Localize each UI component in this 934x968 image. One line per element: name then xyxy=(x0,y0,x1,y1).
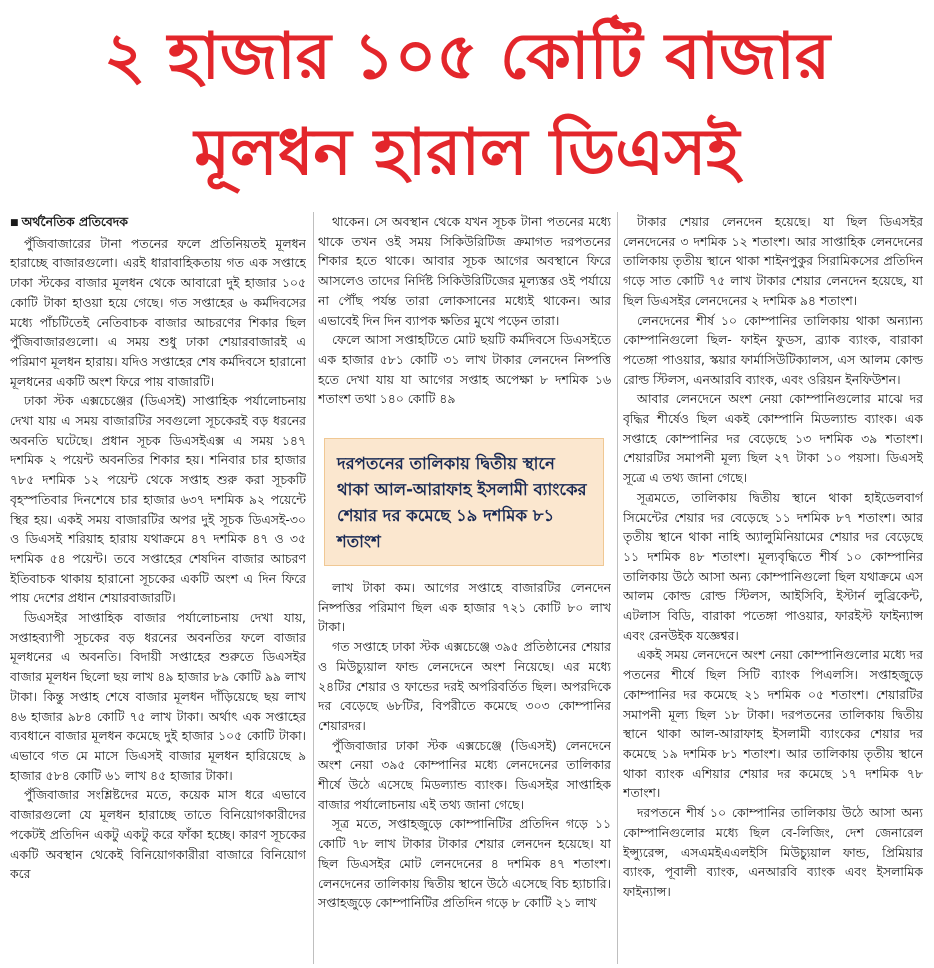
pull-quote: দরপতনের তালিকায় দ্বিতীয় স্থানে থাকা আল-আরাফাহ ইসলামী ব্যাংকের শেয়ার দর কমেছে ১৯ দশমিক ৮১ শতাংশ xyxy=(324,438,604,566)
paragraph: পুঁজিবাজার সংশ্লিষ্টদের মতে, কয়েক মাস ধরে এভাবে বাজারগুলো যে মূলধন হারাচ্ছে তাতে বিনিয়োগকারীদের পকেটই প্রতিদিন একটু একটু করে ফাঁকা হচ্ছে। কারণ সূচকের একটি অবস্থান থেকেই বিনিয়োগকারীরা বাজারে বিনিয়োগ করে xyxy=(10,787,306,882)
paragraph: দরপতনে শীর্ষ ১০ কোম্পানির তালিকায় উঠে আসা অন্য কোম্পানিগুলোর মধ্যে ছিল বে-লিজিং, দেশ জেনারেল ইন্স্যুরেন্স, এসএমইএএলইসি মিউচ্যুয়াল ফান্ড, প্রিমিয়ার ব্যাংক, পূবালী ব্যাংক, এনআরবি ব্যাংক এবং ইসলামিক ফাইন্যান্স। xyxy=(623,805,923,899)
article-column-2-bottom xyxy=(318,578,611,964)
column-divider xyxy=(313,212,314,964)
column-divider xyxy=(617,212,618,964)
paragraph: থাকেন। সে অবস্থান থেকে যখন সূচক টানা পতনের মধ্যে থাকে তখন ওই সময় সিকিউরিটিজ ক্রমাগত দরপতনের শিকার হতে থাকে। আবার সূচক আগের অবস্থানে ফিরে আসলেও তাদের নির্দিষ্ট সিকিউরিটিজের মূল্যস্তর ওই পর্যায়ে না পৌঁছ পর্যন্ত তারা লোকসানের মধ্যেই থাকেন। আর এভাবেই দিন দিন ব্যাপক ক্ষতির মুখে পড়েন তারা। xyxy=(318,214,611,328)
paragraph: সূত্র মতে, সপ্তাহজুড়ে কোম্পানিটির প্রতিদিন গড়ে ১১ কোটি ৭৮ লাখ টাকার টাকার শেয়ার লেনদেন হয়েছে। যা ছিল ডিএসইর মোট লেনদেনের ৪ দশমিক ৪৭ শতাংশ। লেনদেনের তালিকায় দ্বিতীয় স্থানে উঠে এসেছে বিচ হ্যাচারি। সপ্তাহজুড়ে কোম্পানিটির প্রতিদিন গড়ে ৮ কোটি ২১ লাখ xyxy=(318,816,611,911)
article-column-1 xyxy=(10,212,306,964)
paragraph: ফেলে আসা সপ্তাহটিতে মোট ছয়টি কর্মদিবসে ডিএসইতে এক হাজার ৫৮১ কোটি ৩১ লাখ টাকার লেনদেন নিষ্পত্তি হতে দেখা যায় যা আগের সপ্তাহ অপেক্ষা ৮ দশমিক ১৬ শতাংশ তথা ১৪০ কোটি ৪৯ xyxy=(318,332,611,407)
paragraph: একই সময় লেনদেনে অংশ নেয়া কোম্পানিগুলোর মধ্যে দর পতনের শীর্ষে ছিল সিটি ব্যাংক পিএলসি। সপ্তাহজুড়ে কোম্পানির দর কমেছে ২১ দশমিক ০৫ শতাংশ। শেয়ারটির সমাপনী মূল্য ছিল ১৮ টাকা। দরপতনের তালিকায় দ্বিতীয় স্থানে থাকা আল-আরাফাহ ইসলামী ব্যাংকের শেয়ার দর কমেছে ১৯ দশমিক ৮১ শতাংশ। আর তালিকায় তৃতীয় স্থানে থাকা ব্যাংক এশিয়ার শেয়ার দর কমেছে ১৭ দশমিক ৭৮ শতাংশ। xyxy=(623,647,923,801)
paragraph: ডিএসইর সাপ্তাহিক বাজার পর্যালোচনায় দেখা যায়, সপ্তাহব্যাপী সূচকের বড় ধরনের অবনতির ফলে বাজার মূলধনের এ অবনতি। বিদায়ী সপ্তাহের শুরুতে ডিএসইর বাজার মূলধন ছিলো ছয় লাখ ৪৯ হাজার ৮৯ কোটি ৯৯ লাখ টাকা। কিন্তু সপ্তাহ শেষে বাজার মূলধন দাঁড়িয়েছে ছয় লাখ ৪৬ হাজার ৯৮৪ কোটি ৭৫ লাখ টাকা। অর্থাৎ এক সপ্তাহের ব্যবধানে বাজার মূলধন কমেছে দুই হাজার ১০৫ কোটি টাকা। এভাবে গত মে মাসে ডিএসই বাজার মূলধন হারিয়েছে ৯ হাজার ৫৮৪ কোটি ৬১ লাখ ৪৫ হাজার টাকা। xyxy=(10,610,306,783)
paragraph: পুঁজিবাজারের টানা পতনের ফলে প্রতিনিয়তই মূলধন হারাচ্ছে বাজারগুলো। এরই ধারাবাহিকতায় গত এক সপ্তাহে ঢাকা স্টকের বাজার মূলধন থেকে আবারো দুই হাজার ১০৫ কোটি টাকা হাওয়া হয়ে গেছে। গত সপ্তাহের ৬ কর্মদিবসের মধ্যে পাঁচটিতেই নেতিবাচক বাজার আচরণের শিকার ছিল পুঁজিবাজারগুলো। এ সময় শুধু ঢাকা শেয়ারবাজারই এ পরিমাণ মূলধন হারায়। যদিও সপ্তাহের শেষ কর্মদিবসে হারানো মূলধনের একটি অংশ ফিরে পায় বাজারটি। xyxy=(10,235,306,389)
article-column-3 xyxy=(623,212,923,964)
byline: ■ অর্থনৈতিক প্রতিবেদক xyxy=(10,212,306,234)
paragraph: গত সপ্তাহে ঢাকা স্টক এক্সচেঞ্জে ৩৯৫ প্রতিষ্ঠানের শেয়ার ও মিউচ্যুয়াল ফান্ড লেনদেনে অংশ নিয়েছে। এর মধ্যে ২৪টির শেয়ার ও ফান্ডের দরই অপরিবর্তিত ছিল। অপরদিকে দর বেড়েছে ৬৮টির, বিপরীতে কমেছে ৩০৩ কোম্পানির শেয়ারদর। xyxy=(318,639,611,733)
paragraph: পুঁজিবাজার ঢাকা স্টক এক্সচেঞ্জে (ডিএসই) লেনদেনে অংশ নেয়া ৩৯৫ কোম্পানির মধ্যে লেনদেনের তালিকার শীর্ষে উঠে এসেছে মিডল্যান্ড ব্যাংক। ডিএসইর সাপ্তাহিক বাজার পর্যালোচনায় এই তথ্য জানা গেছে। xyxy=(318,737,611,812)
paragraph: লাখ টাকা কম। আগের সপ্তাহে বাজারটির লেনদেন নিষ্পত্তির পরিমাণ ছিল এক হাজার ৭২১ কোটি ৮০ লাখ টাকা। xyxy=(318,580,611,635)
paragraph: লেনদেনের শীর্ষ ১০ কোম্পানির তালিকায় থাকা অন্যান্য কোম্পানিগুলো ছিল- ফাইন ফুডস, ব্র্যাক ব্যাংক, বারাকা পতেঙ্গা পাওয়ার, স্কয়ার ফার্মাসিউটিক্যালস, এস আলম কোল্ড রোল্ড স্টিলস, এনআরবি ব্যাংক, এবং ওরিয়ন ইনফিউশন। xyxy=(623,312,923,387)
headline-line-2: মূলধন হারাল ডিএসই xyxy=(194,116,740,190)
headline xyxy=(0,0,934,200)
paragraph: টাকার শেয়ার লেনদেন হয়েছে। যা ছিল ডিএসইর লেনদেনের ৩ দশমিক ১২ শতাংশ। আর সাপ্তাহিক লেনদেনের তালিকায় তৃতীয় স্থানে থাকা শাইনপুকুর সিরামিকসের প্রতিদিন গড়ে সাত কোটি ৭৫ লাখ টাকার শেয়ার লেনদেন হয়েছে, যা ছিল ডিএসইর লেনদেনের ২ দশমিক ৯৪ শতাংশ। xyxy=(623,214,923,308)
paragraph: ঢাকা স্টক এক্সচেঞ্জের (ডিএসই) সাপ্তাহিক পর্যালোচনায় দেখা যায় এ সময় বাজারটির সবগুলো সূচকেরই বড় ধরনের অবনতি ঘটেছে। প্রধান সূচক ডিএসইএক্স এ সময় ১৪৭ দশমিক ২ পয়েন্ট অবনতির শিকার হয়। শনিবার চার হাজার ৭৮৫ দশমিক ১২ পয়েন্ট থেকে সপ্তাহ শুরু করা সূচকটি বৃহস্পতিবার দিনশেষে চার হাজার ৬৩৭ দশমিক ৯২ পয়েন্টে স্থির হয়। একই সময় বাজারটির অপর দুই সূচক ডিএসই-৩০ ও ডিএসই শরিয়াহ হারায় যথাক্রমে ৪৭ দশমিক ৪৭ ও ৩৫ দশমিক ৫৪ পয়েন্ট। তবে সপ্তাহের শেষদিন বাজার আচরণ ইতিবাচক থাকায় হারানো সূচকের একটি অংশ এ দিন ফিরে পায় দেশের প্রধান শেয়ারবাজারটি। xyxy=(10,393,306,606)
headline-line-1: ২ হাজার ১০৫ কোটি বাজার xyxy=(103,20,831,94)
article-column-2-top xyxy=(318,212,611,424)
paragraph: সূত্রমতে, তালিকায় দ্বিতীয় স্থানে থাকা হাইডেলবার্গ সিমেন্টের শেয়ার দর বেড়েছে ১১ দশমিক ৮৭ শতাংশ। আর তৃতীয় স্থানে থাকা নাহি অ্যালুমিনিয়ামের শেয়ার দর বেড়েছে ১১ দশমিক ৪৮ শতাংশ। মূল্যবৃদ্ধিতে শীর্ষ ১০ কোম্পানির তালিকায় উঠে আসা অন্য কোম্পানিগুলো ছিল যথাক্রমে এস আলম কোল্ড রোল্ড স্টিলস, আইসিবি, ইস্টার্ন লুব্রিকেন্ট, এটলাস বিডি, বারাকা পতেঙ্গা পাওয়ার, ফারইস্ট ফাইন্যান্স এবং রেনউইক যজ্ঞেশ্বর। xyxy=(623,489,923,643)
paragraph: আবার লেনদেনে অংশ নেয়া কোম্পানিগুলোর মাঝে দর বৃদ্ধির শীর্ষেও ছিল একই কোম্পানি মিডল্যান্ড ব্যাংক। এক সপ্তাহে কোম্পানির দর বেড়েছে ১৩ দশমিক ৩৯ শতাংশ। শেয়ারটির সমাপনী মূল্য ছিল ২৭ টাকা ১০ পয়সা। ডিএসই সূত্রে এ তথ্য জানা গেছে। xyxy=(623,391,923,486)
